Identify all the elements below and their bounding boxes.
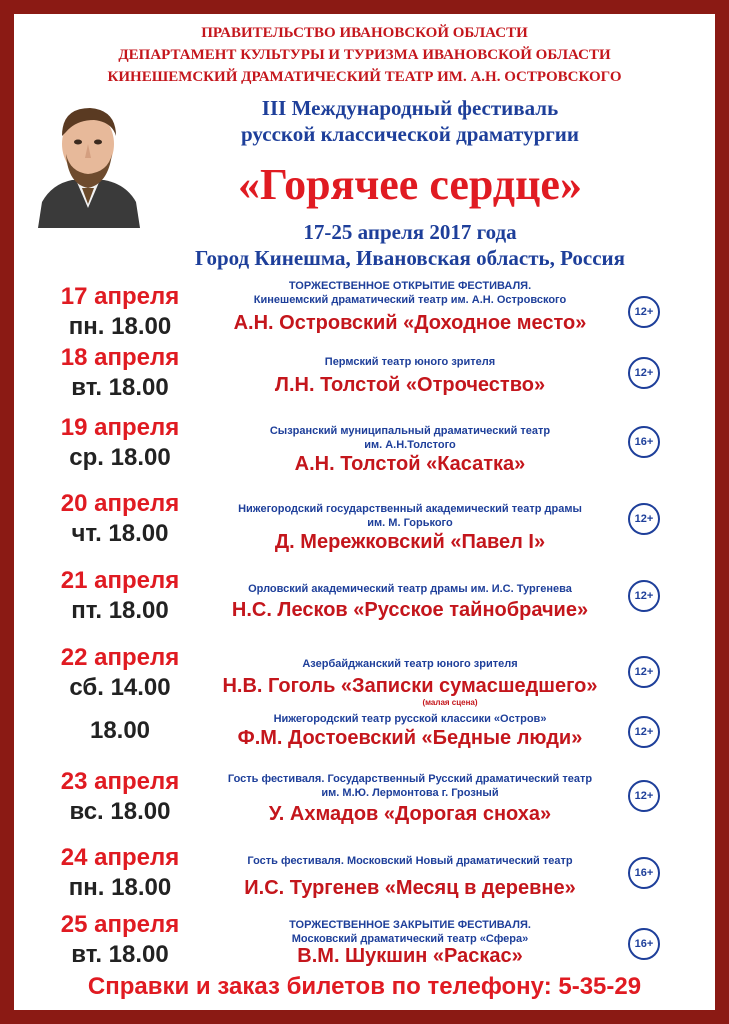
header-department: ДЕПАРТАМЕНТ КУЛЬТУРЫ И ТУРИЗМА ИВАНОВСКОЙ ОБЛАСТИ xyxy=(118,47,611,63)
event-theatre-line2: им. А.Н.Толстого xyxy=(364,439,456,451)
age-rating-badge: 12+ xyxy=(628,296,660,328)
age-rating-badge: 16+ xyxy=(628,928,660,960)
event-theatre: Сызранский муниципальный драматический театр xyxy=(269,425,551,437)
event-theatre: Азербайджанский театр юного зрителя xyxy=(302,658,518,670)
event-date: 25 апреля xyxy=(60,911,180,938)
event-theatre-line2: им. М.Ю. Лермонтова г. Грозный xyxy=(321,787,499,799)
event-theatre: Орловский академический театр драмы им. И.С. Тургенева xyxy=(248,583,572,595)
festival-name: «Горячее сердце» xyxy=(238,160,582,209)
age-rating-badge: 12+ xyxy=(628,780,660,812)
event-date: 22 апреля xyxy=(60,644,180,671)
event-theatre: Нижегородский государственный академический театр драмы xyxy=(238,503,582,515)
age-rating-badge: 16+ xyxy=(628,426,660,458)
event-date: 24 апреля xyxy=(60,844,180,871)
event-theatre-line2: им. М. Горького xyxy=(367,517,453,529)
event-play: Н.С. Лесков «Русское тайнобрачие» xyxy=(231,599,589,621)
festival-title-line2: русской классической драматургии xyxy=(241,122,579,146)
event-time: сб. 14.00 xyxy=(69,674,171,701)
event-time: ср. 18.00 xyxy=(69,444,171,471)
event-time: пн. 18.00 xyxy=(68,874,172,901)
event-play: И.С. Тургенев «Месяц в деревне» xyxy=(244,877,576,899)
event-play: Н.В. Гоголь «Записки сумасшедшего» xyxy=(222,675,598,697)
event-date: 19 апреля xyxy=(60,414,180,441)
event-theatre: Гость фестиваля. Государственный Русский драматический театр xyxy=(227,773,593,785)
event-theatre: ТОРЖЕСТВЕННОЕ ОТКРЫТИЕ ФЕСТИВАЛЯ. xyxy=(288,280,532,292)
age-rating-badge: 12+ xyxy=(628,716,660,748)
event-theatre-line2: Московский драматический театр «Сфера» xyxy=(291,933,529,945)
event-theatre: Пермский театр юного зрителя xyxy=(324,356,496,368)
event-time: чт. 18.00 xyxy=(71,520,169,547)
age-rating-badge: 12+ xyxy=(628,357,660,389)
event-play: У. Ахмадов «Дорогая сноха» xyxy=(268,803,552,825)
event-theatre: Гость фестиваля. Московский Новый драматический театр xyxy=(247,855,573,867)
event-date: 17 апреля xyxy=(60,283,180,310)
event-time: вс. 18.00 xyxy=(69,798,171,825)
festival-title-line1: III Международный фестиваль xyxy=(261,96,559,120)
age-rating-badge: 12+ xyxy=(628,580,660,612)
event-date: 23 апреля xyxy=(60,768,180,795)
event-theatre: ТОРЖЕСТВЕННОЕ ЗАКРЫТИЕ ФЕСТИВАЛЯ. xyxy=(289,919,531,931)
event-theatre-line2: Кинешемский драматический театр им. А.Н. Островского xyxy=(253,294,567,306)
event-date: 18 апреля xyxy=(60,344,180,371)
event-play: А.Н. Толстой «Касатка» xyxy=(294,453,526,475)
event-play: В.М. Шукшин «Раскас» xyxy=(297,945,523,967)
age-rating-badge: 12+ xyxy=(628,656,660,688)
event-play: Ф.М. Достоевский «Бедные люди» xyxy=(237,727,583,749)
header-theatre: КИНЕШЕМСКИЙ ДРАМАТИЧЕСКИЙ ТЕАТР ИМ. А.Н. ОСТРОВСКОГО xyxy=(107,69,622,85)
festival-dates: 17-25 апреля 2017 года xyxy=(303,220,517,244)
event-time: 18.00 xyxy=(89,717,151,744)
event-note: (малая сцена) xyxy=(422,698,478,707)
header-government: ПРАВИТЕЛЬСТВО ИВАНОВСКОЙ ОБЛАСТИ xyxy=(201,25,528,41)
event-time: пн. 18.00 xyxy=(68,313,172,340)
event-play: А.Н. Островский «Доходное место» xyxy=(233,312,587,334)
event-play: Д. Мережковский «Павел I» xyxy=(274,531,546,553)
age-rating-badge: 12+ xyxy=(628,503,660,535)
age-rating-badge: 16+ xyxy=(628,857,660,889)
event-time: вт. 18.00 xyxy=(71,374,169,401)
event-time: пт. 18.00 xyxy=(71,597,169,624)
event-theatre: Нижегородский театр русской классики «Остров» xyxy=(273,713,547,725)
event-play: Л.Н. Толстой «Отрочество» xyxy=(274,374,546,396)
event-date: 21 апреля xyxy=(60,567,180,594)
event-time: вт. 18.00 xyxy=(71,941,169,968)
festival-location: Город Кинешма, Ивановская область, Россия xyxy=(194,246,626,270)
ticket-info-phone: Справки и заказ билетов по телефону: 5-35-29 xyxy=(87,973,642,1000)
event-date: 20 апреля xyxy=(60,490,180,517)
